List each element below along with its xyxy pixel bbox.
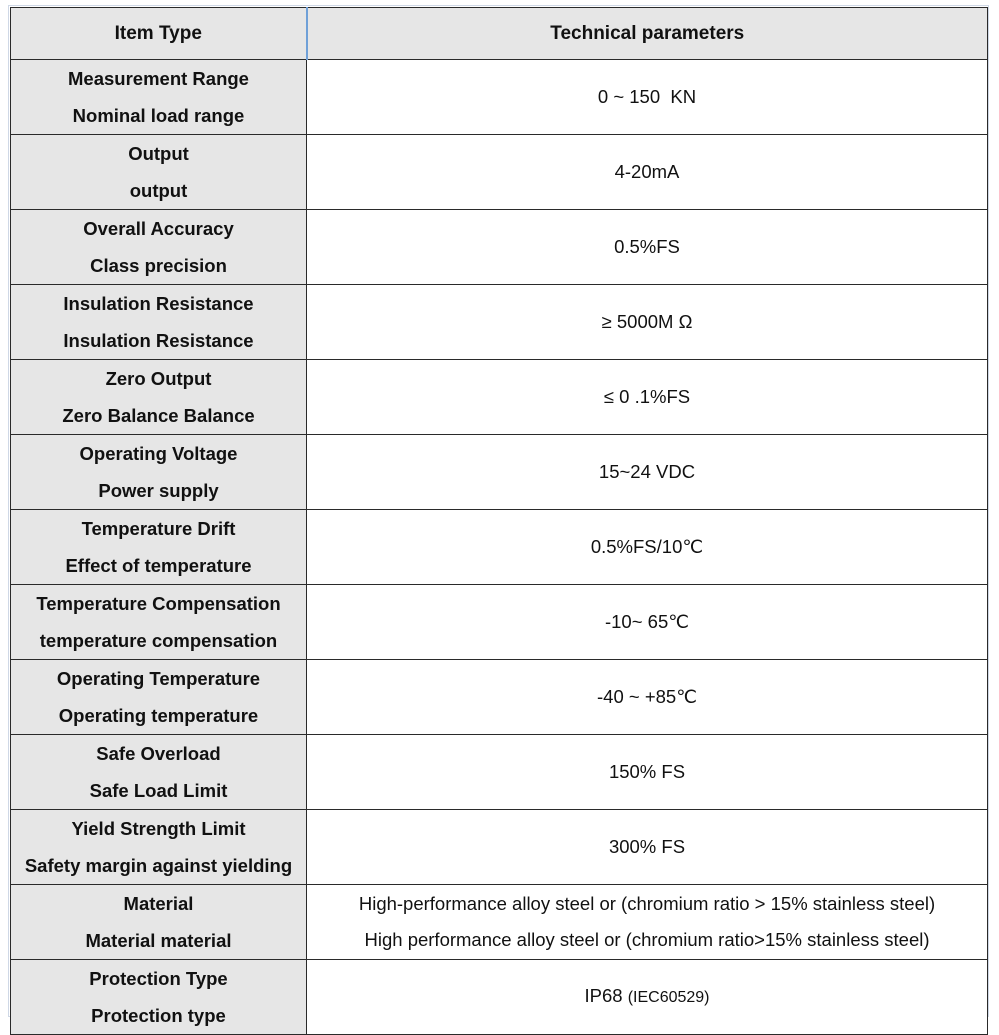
item-name: Operating Voltage <box>79 443 238 464</box>
item-cell <box>11 810 307 885</box>
item-alt-name: Material material <box>85 930 232 951</box>
item-name: Insulation Resistance <box>63 293 254 314</box>
value-text-group <box>307 978 987 1016</box>
value-text: -10~ 65℃ <box>604 611 690 632</box>
table-row <box>11 735 988 810</box>
item-name: Overall Accuracy <box>83 218 234 239</box>
table-row <box>11 210 988 285</box>
value-text: 0.5%FS <box>614 236 680 257</box>
item-cell <box>11 210 307 285</box>
item-alt-name: temperature compensation <box>39 630 278 651</box>
value-text: ≥ 5000M Ω <box>601 311 693 332</box>
item-alt-name: Power supply <box>98 480 219 501</box>
item-cell <box>11 660 307 735</box>
table-row <box>11 435 988 510</box>
header-technical-parameters: Technical parameters <box>307 8 988 60</box>
item-cell <box>11 585 307 660</box>
item-cell <box>11 510 307 585</box>
item-alt-name: Class precision <box>90 255 227 276</box>
value-text: 15~24 VDC <box>598 461 696 482</box>
value-cell <box>307 60 988 135</box>
value-text: ≤ 0 .1%FS <box>603 386 691 407</box>
item-name: Measurement Range <box>68 68 249 89</box>
value-cell <box>307 135 988 210</box>
item-name: Material <box>123 893 194 914</box>
value-cell <box>307 510 988 585</box>
value-text: IP68 <box>584 985 623 1006</box>
spec-table <box>10 7 988 1035</box>
value-text: 0 ~ 150 KN <box>597 86 697 107</box>
item-alt-name: Protection type <box>91 1005 226 1026</box>
value-cell <box>307 735 988 810</box>
item-name: Operating Temperature <box>56 668 261 689</box>
value-text: High-performance alloy steel or (chromium ratio > 15% stainless steel) <box>358 893 936 914</box>
item-alt-name: Operating temperature <box>58 705 259 726</box>
value-text: 150% FS <box>608 761 686 782</box>
header-item-type: Item Type <box>11 8 307 60</box>
table-row <box>11 885 988 960</box>
value-cell <box>307 210 988 285</box>
item-name: Temperature Compensation <box>36 593 281 614</box>
item-alt-name: Safety margin against yielding <box>24 855 293 876</box>
item-name: Yield Strength Limit <box>71 818 246 839</box>
table-row <box>11 810 988 885</box>
value-text-alt: High performance alloy steel or (chromium ratio>15% stainless steel) <box>364 929 930 950</box>
value-standard: (IEC60529) <box>627 989 710 1006</box>
value-cell <box>307 960 988 1035</box>
value-cell <box>307 585 988 660</box>
item-name: Temperature Drift <box>81 518 236 539</box>
item-alt-name: Effect of temperature <box>65 555 252 576</box>
table-row <box>11 285 988 360</box>
table-row <box>11 960 988 1035</box>
value-text: 4-20mA <box>614 161 680 182</box>
item-cell <box>11 285 307 360</box>
item-alt-name: output <box>129 180 188 201</box>
value-text: -40 ~ +85℃ <box>597 686 697 707</box>
item-alt-name: Insulation Resistance <box>63 330 254 351</box>
item-alt-name: Nominal load range <box>72 105 245 126</box>
table-header-row <box>11 8 988 60</box>
value-cell <box>307 885 988 960</box>
item-name: Zero Output <box>105 368 212 389</box>
item-cell <box>11 435 307 510</box>
value-text: 300% FS <box>608 836 686 857</box>
table-row <box>11 585 988 660</box>
value-cell <box>307 360 988 435</box>
value-cell <box>307 435 988 510</box>
item-cell <box>11 885 307 960</box>
item-name: Protection Type <box>89 968 228 989</box>
item-cell <box>11 360 307 435</box>
item-cell <box>11 960 307 1035</box>
item-alt-name: Zero Balance Balance <box>62 405 255 426</box>
item-cell <box>11 135 307 210</box>
item-cell <box>11 735 307 810</box>
value-cell <box>307 810 988 885</box>
value-cell <box>307 660 988 735</box>
table-row <box>11 360 988 435</box>
item-name: Safe Overload <box>96 743 221 764</box>
item-cell <box>11 60 307 135</box>
value-cell <box>307 285 988 360</box>
item-name: Output <box>128 143 189 164</box>
table-row <box>11 510 988 585</box>
table-row <box>11 60 988 135</box>
table-row <box>11 135 988 210</box>
table-row <box>11 660 988 735</box>
value-text: 0.5%FS/10℃ <box>590 536 704 557</box>
item-alt-name: Safe Load Limit <box>89 780 228 801</box>
